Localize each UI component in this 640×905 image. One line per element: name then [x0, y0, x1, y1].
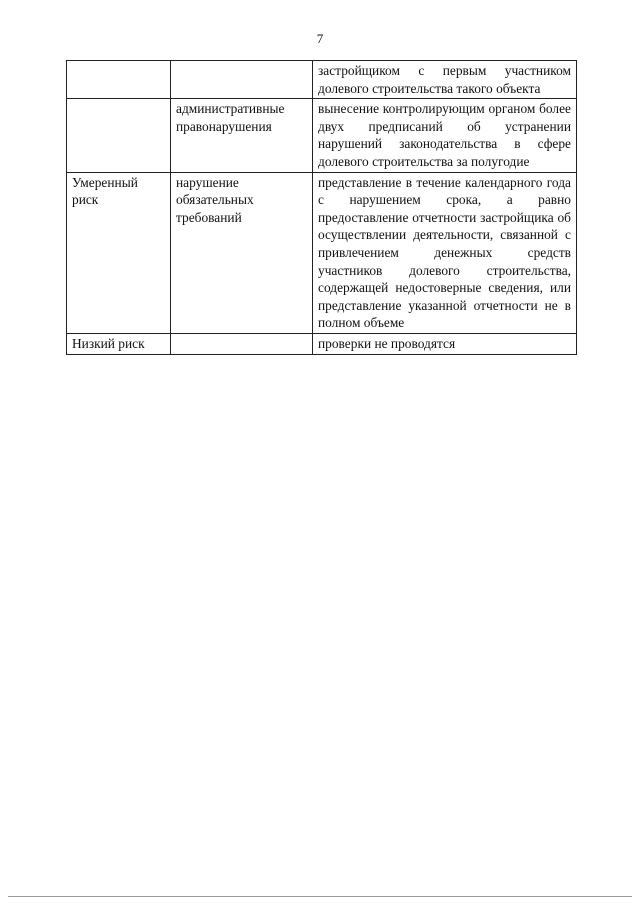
page-number: 7	[316, 31, 324, 46]
risk-category-cell: Умеренный риск	[67, 172, 171, 333]
table-row	[67, 333, 577, 354]
risk-category-cell: Низкий риск	[67, 333, 171, 354]
risk-category-cell	[67, 61, 171, 99]
table-row	[67, 172, 577, 333]
violation-type-cell	[171, 61, 313, 99]
page-bottom-rule	[8, 896, 632, 897]
table-row	[67, 61, 577, 99]
table-row	[67, 99, 577, 172]
risk-criterion-cell: застройщиком с первым участником долевого строительства такого объекта	[313, 61, 577, 99]
violation-type-cell: нарушение обязательных требований	[171, 172, 313, 333]
risk-criteria-table	[66, 60, 577, 355]
violation-type-cell	[171, 333, 313, 354]
risk-criterion-cell: проверки не проводятся	[313, 333, 577, 354]
risk-category-cell	[67, 99, 171, 172]
risk-criterion-cell: вынесение контролирующим органом более двух предписаний об устранении нарушений законодательства в сфере долевого строительства за полугодие	[313, 99, 577, 172]
violation-type-cell: административные правонарушения	[171, 99, 313, 172]
risk-criterion-cell: представление в течение календарного года с нарушением срока, а равно предоставление отчетности застройщика об осуществлении деятельности, связанной с привлечением денежных средств участников долевого строительства, содержащей недостоверные сведения, или представление указанной отчетности не в полном объеме	[313, 172, 577, 333]
